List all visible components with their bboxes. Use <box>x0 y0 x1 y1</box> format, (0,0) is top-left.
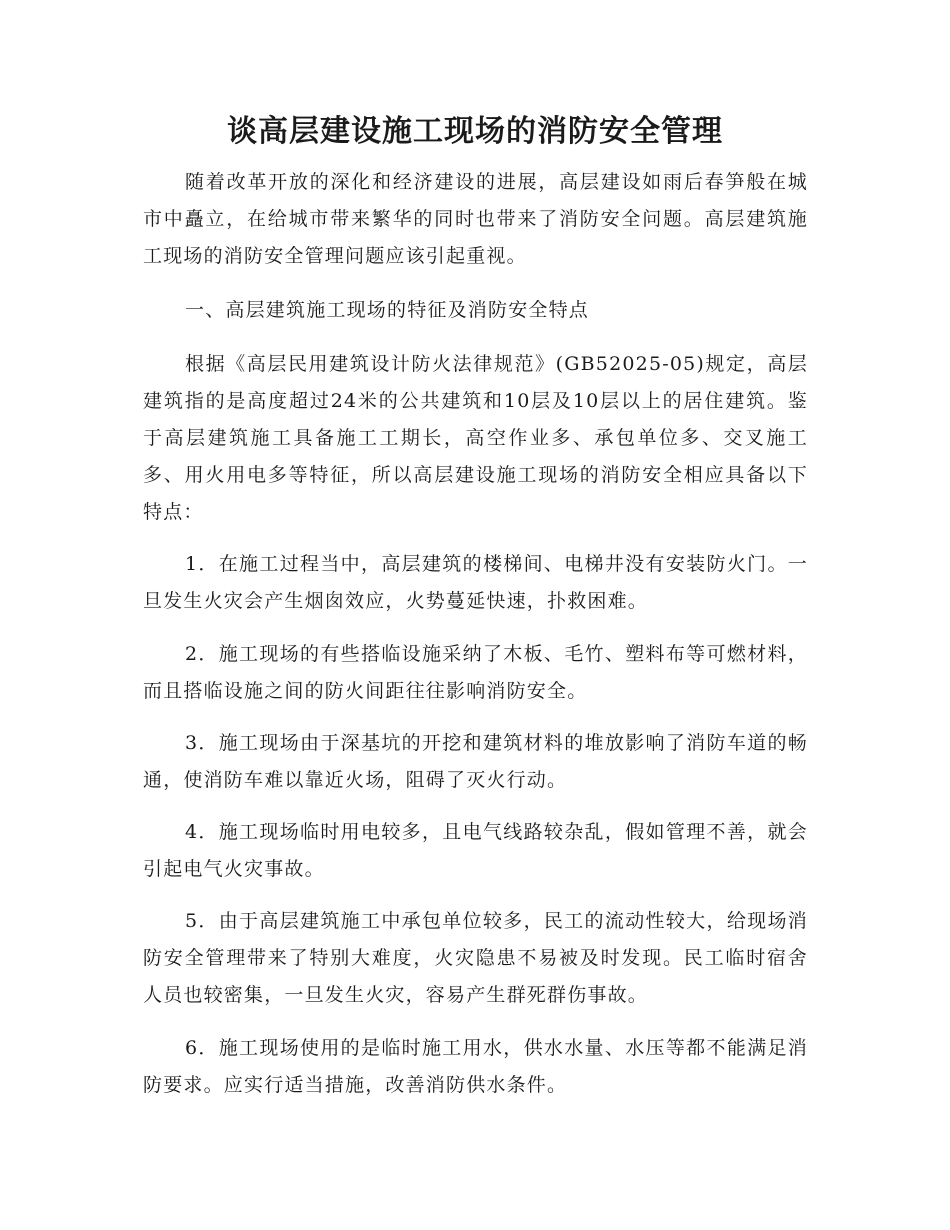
list-item: 3．施工现场由于深基坑的开挖和建筑材料的堆放影响了消防车道的畅通，使消防车难以靠近火场，阻碍了灭火行动。 <box>143 732 808 791</box>
document-title: 谈高层建设施工现场的消防安全管理 <box>227 114 723 149</box>
list-item: 6．施工现场使用的是临时施工用水，供水水量、水压等都不能满足消防要求。应实行适当措施，改善消防供水条件。 <box>143 1037 808 1096</box>
list-item: 5．由于高层建筑施工中承包单位较多，民工的流动性较大，给现场消防安全管理带来了特别大难度，火灾隐患不易被及时发现。民工临时宿舍人员也较密集，一旦发生火灾，容易产生群死群伤事故。 <box>143 910 808 1006</box>
list-item: 2．施工现场的有些搭临设施采纳了木板、毛竹、塑料布等可燃材料，而且搭临设施之间的防火间距往往影响消防安全。 <box>143 643 808 702</box>
list-item: 1．在施工过程当中，高层建筑的楼梯间、电梯井没有安装防火门。一旦发生火灾会产生烟囱效应，火势蔓延快速，扑救困难。 <box>143 553 808 612</box>
intro-paragraph: 随着改革开放的深化和经济建设的进展，高层建设如雨后春笋般在城市中矗立，在给城市带来繁华的同时也带来了消防安全问题。高层建筑施工现场的消防安全管理问题应该引起重视。 <box>143 171 808 267</box>
regulation-paragraph: 根据《高层民用建筑设计防火法律规范》(GB52025-05)规定，高层建筑指的是高度超过24米的公共建筑和10层及10层以上的居住建筑。鉴于高层建筑施工具备施工工期长，高空作业多、承包单位多、交叉施工多、用火用电多等特征，所以高层建设施工现场的消防安全相应具备以下特点： <box>143 353 808 523</box>
section-heading: 一、高层建筑施工现场的特征及消防安全特点 <box>185 299 590 321</box>
list-item: 4．施工现场临时用电较多，且电气线路较杂乱，假如管理不善，就会引起电气火灾事故。 <box>143 821 808 880</box>
